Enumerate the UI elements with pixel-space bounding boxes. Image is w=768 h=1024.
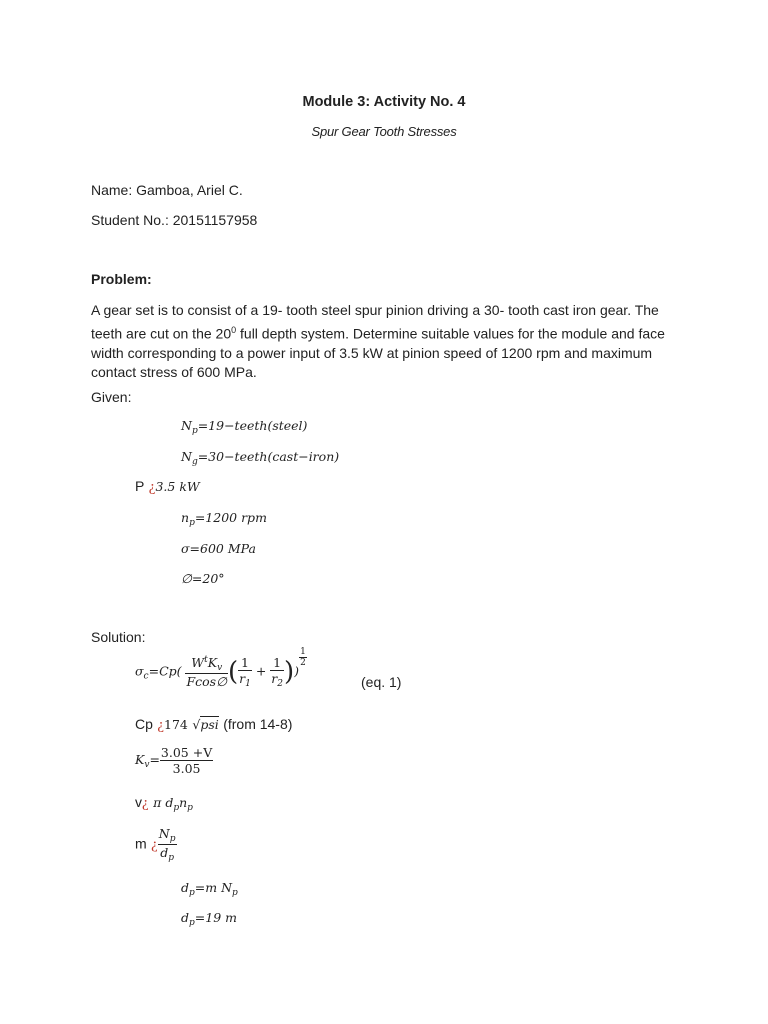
given-stress: σ=600 MPa [181,541,256,556]
pitch-diameter-equation-1: $d_p=m$ $N_p$ [181,880,238,898]
page-subtitle: Spur Gear Tooth Stresses [311,124,457,139]
cp-value: Cp ¿174 √psi (from 14-8) [135,716,293,733]
pitch-diameter-equation-2: $d_p=19$ m [181,910,237,928]
equation-1-label: (eq. 1) [361,674,402,690]
problem-statement: A gear set is to consist of a 19- tooth steel spur pinion driving a 30- tooth cast iron gear. The teeth are cut on the $20^0$ full depth system. Determine suitable values for the module and face width corresponding to a power input of 3.5 kW at pinion speed of 1200 rpm and maximum contact stress of 600 MPa. [91,302,665,381]
given-np: $N_p=19-teeth(steel)$ [181,418,308,436]
given-power: P ¿3.5 kW [135,478,200,495]
problem-heading: Problem: [91,271,152,287]
name-line: Name: Gamboa, Ariel C. [91,182,243,198]
given-heading: Given: [91,389,132,405]
solution-heading: Solution: [91,629,146,645]
given-ng: $N_g=30-teeth(cast-iron)$ [181,449,340,467]
page-title: Module 3: Activity No. 4 [302,94,466,110]
given-pressure-angle: ∅=20° [181,571,225,586]
given-speed: $n_p=1200$ rpm [181,510,267,528]
contact-stress-equation: $\sigma_c=Cp$( $\frac{W^tK_v}{Fcos\emptyset}$ ( $\frac{1}{r_1}$ + $\frac{1}{r_2}$ )) $^{\frac{1}{2}}$ [135,647,306,690]
student-number-line: Student No.: 20151157958 [91,212,258,228]
module-equation: m ¿ $\frac{N_p}{d_p}$ [135,826,176,863]
kv-equation: $K_v=$ $\frac{3.05 +V}{3.05}$ [135,745,213,776]
velocity-equation: v¿ π $d_pn_p$ [135,794,193,813]
